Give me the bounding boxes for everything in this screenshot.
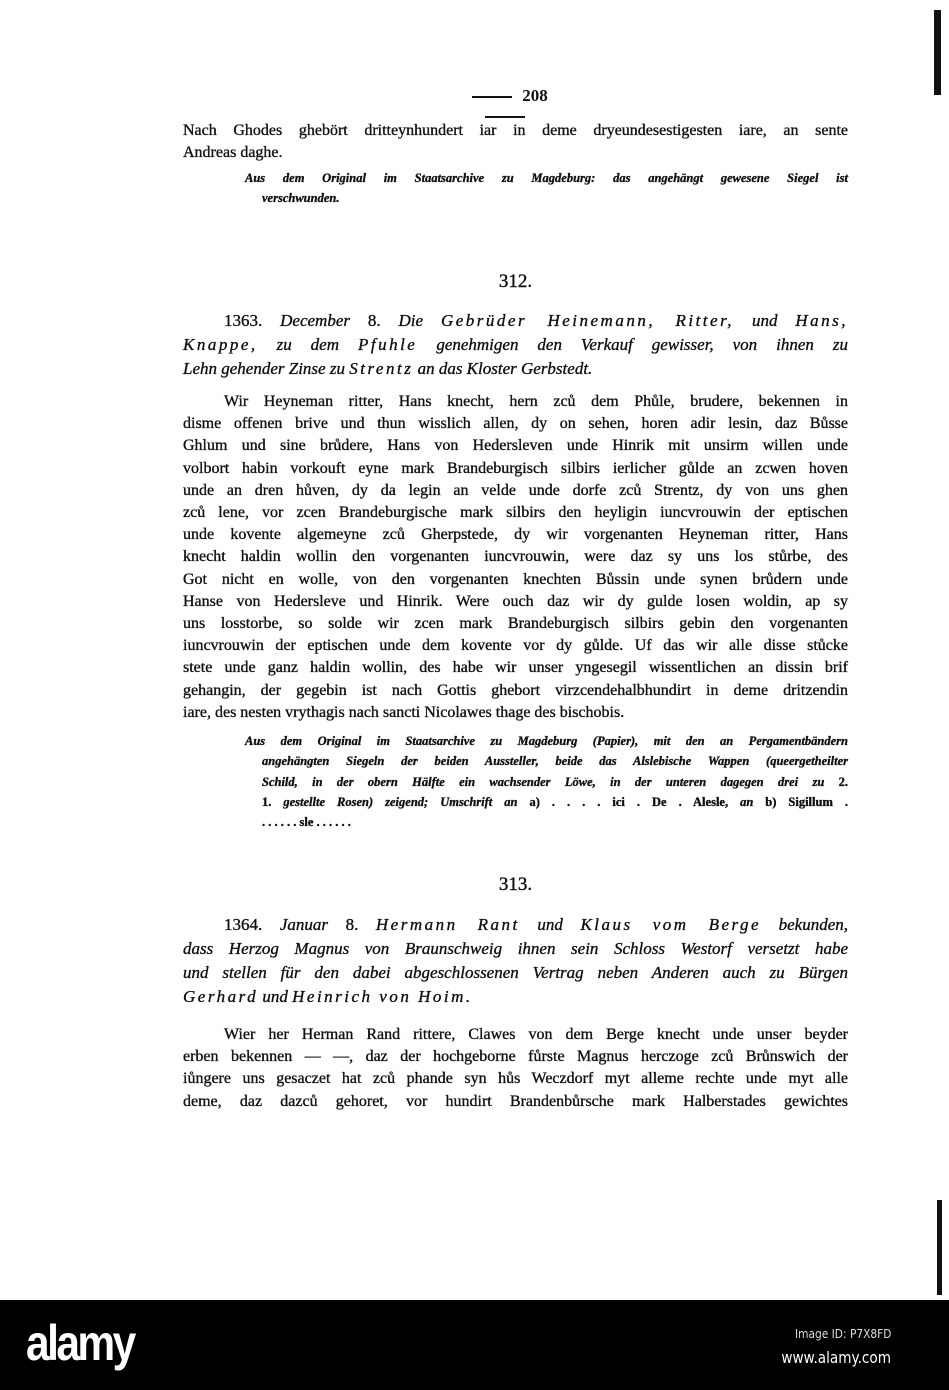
text-line: Hanse von Hedersleve und Hinrik. Were ouch daz wir dy gulde losen woldin, ap sy: [183, 592, 848, 610]
text-line: uns losstorbe, so solde wir zcen mark Brandeburgisch silbirs gebin den vorgenanten: [183, 615, 848, 633]
document-body-312: [183, 391, 848, 724]
text-segment: Gerhard: [183, 987, 259, 1006]
text-line: iuncvrouwin der eptischen unde dem kovente vor dy gůlde. Uf das wir alle disse stůcke: [183, 637, 848, 655]
regest-313: [183, 913, 848, 1009]
text-segment: 1.: [262, 794, 284, 809]
text-segment: Lehn gehender Zinse zu: [183, 359, 350, 378]
text-line: [245, 751, 848, 771]
text-line: [183, 357, 848, 381]
text-segment: Klaus vom Berge: [580, 915, 762, 934]
text-line: stete unde ganz haldin wollin, des habe wir unser yngesegil wissentlichen an dissin brif: [183, 659, 848, 677]
text-line: Nach Ghodes ghebört dritteynhundert iar in deme dryeundesestigesten iare, an sente: [183, 122, 848, 139]
text-line: deme, daz dazců gehoret, vor hundirt Brandenbůrsche mark Halberstades gewichtes: [183, 1092, 848, 1110]
text-line: unde kovente algemeyne zců Gherpstede, dy wir vorgenanten Heyneman ritter, Hans: [183, 526, 848, 544]
text-line: [245, 772, 848, 792]
scan-edge-mark: [934, 10, 941, 95]
text-line: Wir Heyneman ritter, Hans knecht, hern zců dem Phůle, brudere, bekennen in: [224, 393, 848, 410]
text-segment: Gebrüder Heinemann, Ritter,: [440, 311, 735, 330]
text-line: [183, 333, 848, 357]
text-segment: bekunden,: [761, 915, 849, 934]
regest-312: [183, 309, 848, 381]
text-line: iůngere uns gesaczet hat zců phande syn hůs Weczdorf myt alleme rechte unde myt alle: [183, 1070, 848, 1088]
text-line: unde an dren hůven, dy da legin an velde unde dorfe zců Strentz, dy von uns ghen: [183, 481, 848, 499]
text-segment: 1363.: [224, 311, 281, 330]
text-segment: dass Herzog Magnus von Braunschweig ihnen sein Schloss Westorf versetzt habe: [183, 939, 848, 958]
text-segment: Hermann Rant: [375, 915, 520, 934]
text-segment: an das Kloster Gerbstedt.: [413, 359, 593, 378]
document-number-312: 312.: [498, 271, 533, 292]
text-line: gehangin, der gegebin ist nach Gottis ghebort virzcendehalbhundirt in deme dritzendin: [183, 681, 848, 699]
text-segment: genehmigen den Verkauf gewisser, von ihnen zu: [417, 335, 848, 354]
intro-text: [183, 120, 848, 164]
text-segment: Pfuhle: [357, 335, 418, 354]
text-line: disme offenen brive und thun wisslich allen, dy on sehen, horen adir lesin, daz Bůsse: [183, 415, 848, 433]
text-segment: angehängten Siegeln der beiden Aussteller, beide das Alslebische Wappen (queergetheilter: [262, 754, 848, 769]
text-segment: an: [740, 794, 766, 809]
text-segment: und stellen für den dabei abgeschlossenen Vertrag neben Anderen auch zu Bürgen: [183, 963, 848, 982]
document-number-313: 313.: [498, 874, 533, 895]
scan-edge-mark: [937, 1200, 942, 1295]
text-line: [183, 937, 848, 961]
watermark-url: www.alamy.com: [781, 1348, 891, 1367]
source-note-312: [245, 731, 848, 832]
text-line: [183, 309, 848, 333]
text-line: [245, 792, 848, 812]
text-segment: 2.: [838, 774, 848, 789]
text-line: knecht haldin wollin den vorgenanten iuncvrouwin, were daz sy uns los stůrbe, des: [183, 548, 848, 566]
text-segment: Knappe,: [183, 335, 258, 354]
text-line: Wier her Herman Rand rittere, Clawes von dem Berge knecht unde unser beyder: [224, 1026, 848, 1043]
text-segment: a) . . . . ici . De . Alesle,: [529, 794, 741, 809]
text-line: Andreas daghe.: [183, 144, 283, 162]
text-segment: 8.: [345, 915, 376, 934]
page-number-text: 208: [522, 86, 548, 105]
text-line: Got nicht en wolle, von den vorgenanten knechten Bůssin unde synen brůdern unde: [183, 570, 848, 588]
text-line: erben bekennen — —, daz der hochgeborne fůrste Magnus herczoge zců Brůnswich der: [183, 1048, 848, 1066]
text-segment: Aus dem Original im Staatsarchive zu Magdeburg (Papier), mit den an Pergamentbändern: [245, 734, 848, 748]
document-body-313: [183, 1024, 848, 1113]
text-line: iare, des nesten vrythagis nach sancti Nicolawes thage des bischobis.: [183, 703, 625, 721]
text-segment: . . . . . . sle . . . . . .: [262, 815, 351, 830]
text-segment: December: [280, 311, 368, 330]
watermark-footer: [0, 1300, 949, 1390]
text-segment: Strentz: [349, 359, 414, 378]
text-line: volbort habin vorkouft eyne mark Brandeburgisch silbirs ierlicher gůlde an zcwen hoven: [183, 459, 848, 477]
text-line: [183, 961, 848, 985]
text-segment: Hans,: [795, 311, 848, 330]
note-line: verschwunden.: [262, 191, 340, 206]
note-line: Aus dem Original im Staatsarchive zu Magdeburg: das angehängt gewesene Siegel ist: [245, 171, 848, 185]
text-segment: und: [734, 311, 796, 330]
text-line: [245, 812, 848, 832]
text-line: [245, 731, 848, 751]
text-segment: Schild, in der obern Hälfte ein wachsender Löwe, in der unteren dagegen drei zu: [262, 774, 839, 789]
text-segment: und: [519, 915, 581, 934]
alamy-logo: alamy: [26, 1315, 134, 1371]
text-segment: zu dem: [257, 335, 358, 354]
text-segment: Heinrich von Hoim.: [292, 987, 473, 1006]
text-line: zců lene, vor zcen Brandeburgische mark silbirs den heyligin iuncvrouwin der eptischen: [183, 504, 848, 522]
text-segment: Januar: [279, 915, 346, 934]
intro-source-note: [245, 168, 848, 209]
text-segment: und: [258, 987, 293, 1006]
text-line: [183, 913, 848, 937]
text-segment: Die: [398, 311, 441, 330]
text-line: [183, 985, 848, 1009]
text-segment: gestellte Rosen) zeigend; Umschrift an: [283, 794, 530, 809]
text-segment: b) Sigillum .: [765, 794, 848, 809]
text-line: Ghlum und sine brůdere, Hans von Hedersleven unde Hinrik mit unsirm willen unde: [183, 437, 848, 455]
image-id: Image ID: P7X8FD: [794, 1326, 891, 1341]
text-segment: 1364.: [224, 915, 280, 934]
text-segment: 8.: [367, 311, 399, 330]
